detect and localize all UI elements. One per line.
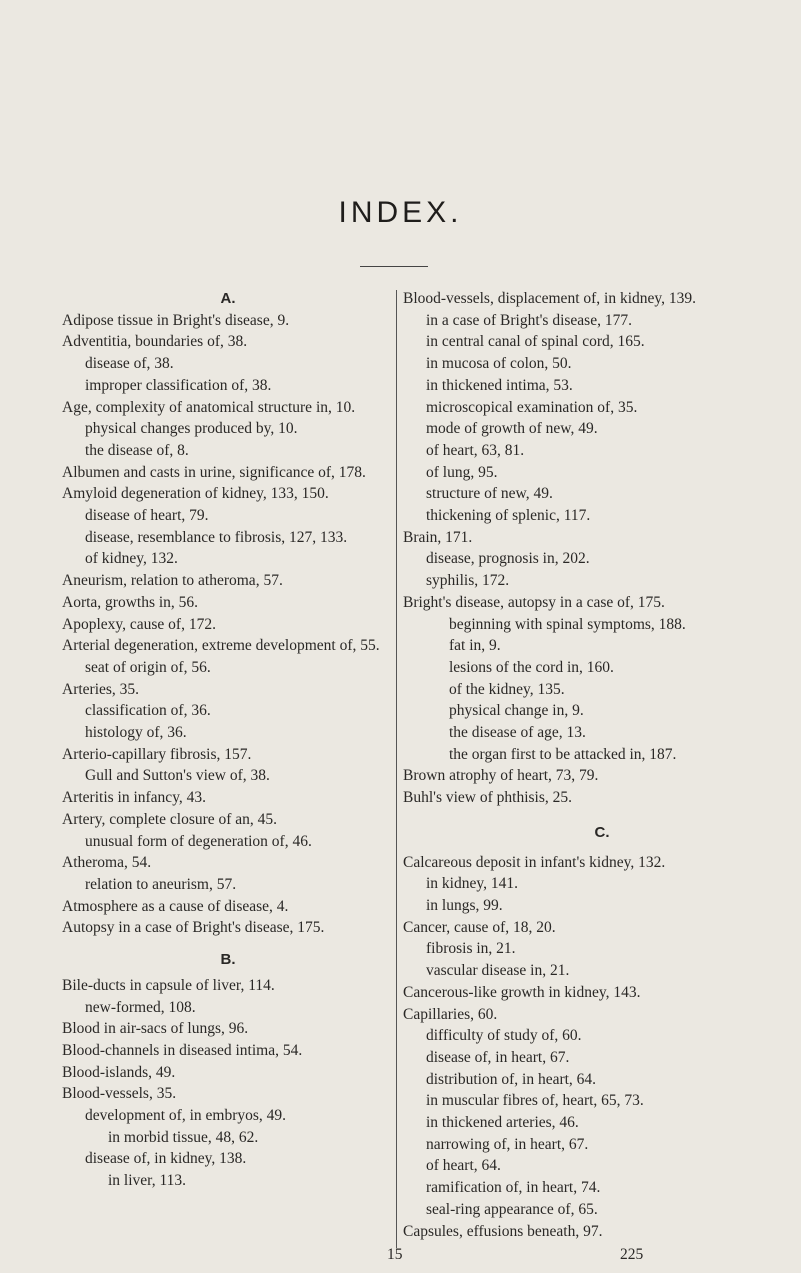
index-entry: Arteries, 35. bbox=[62, 680, 140, 698]
index-entry: Amyloid degeneration of kidney, 133, 150. bbox=[62, 485, 329, 503]
index-entry: fibrosis in, 21. bbox=[426, 940, 516, 958]
index-entry: Artery, complete closure of an, 45. bbox=[62, 810, 278, 828]
right-column bbox=[403, 288, 801, 1242]
index-entry: in thickened intima, 53. bbox=[426, 376, 573, 394]
index-entry: of the kidney, 135. bbox=[449, 680, 565, 698]
index-entry: Arterial degeneration, extreme development of, 55. bbox=[62, 637, 380, 655]
index-entry: structure of new, 49. bbox=[426, 485, 553, 503]
index-entry: histology of, 36. bbox=[85, 724, 187, 742]
title-rule bbox=[360, 266, 428, 267]
index-entry: syphilis, 172. bbox=[426, 572, 510, 590]
index-entry: Capillaries, 60. bbox=[403, 1005, 498, 1023]
index-entry: unusual form of degeneration of, 46. bbox=[85, 832, 312, 850]
entries-b bbox=[62, 975, 394, 1192]
entries-a bbox=[62, 310, 394, 939]
entries-c bbox=[403, 852, 801, 1243]
index-entry: development of, in embryos, 49. bbox=[85, 1107, 287, 1125]
index-entry: in mucosa of colon, 50. bbox=[426, 355, 572, 373]
index-entry: beginning with spinal symptoms, 188. bbox=[449, 615, 686, 633]
index-entry: Apoplexy, cause of, 172. bbox=[62, 615, 216, 633]
index-entry: vascular disease in, 21. bbox=[426, 962, 570, 980]
index-entry: the disease of age, 13. bbox=[449, 724, 586, 742]
index-entry: ramification of, in heart, 74. bbox=[426, 1179, 601, 1197]
index-entry: of heart, 64. bbox=[426, 1157, 501, 1175]
index-entry: lesions of the cord in, 160. bbox=[449, 658, 614, 676]
index-entry: in morbid tissue, 48, 62. bbox=[108, 1128, 259, 1146]
index-entry: Autopsy in a case of Bright's disease, 175. bbox=[62, 919, 325, 937]
index-entry: of kidney, 132. bbox=[85, 550, 178, 568]
index-entry: Arterio-capillary fibrosis, 157. bbox=[62, 745, 252, 763]
index-entry: disease of heart, 79. bbox=[85, 507, 209, 525]
index-entry: Capsules, effusions beneath, 97. bbox=[403, 1222, 603, 1240]
index-entry: physical changes produced by, 10. bbox=[85, 420, 298, 438]
index-entry: Atheroma, 54. bbox=[62, 854, 152, 872]
index-entry: narrowing of, in heart, 67. bbox=[426, 1135, 589, 1153]
index-entry: in central canal of spinal cord, 165. bbox=[426, 333, 645, 351]
index-entry: disease, resemblance to fibrosis, 127, 133. bbox=[85, 528, 348, 546]
index-entry: Blood-islands, 49. bbox=[62, 1063, 176, 1081]
index-entry: in a case of Bright's disease, 177. bbox=[426, 311, 632, 329]
page-title: INDEX. bbox=[338, 196, 463, 229]
index-entry: difficulty of study of, 60. bbox=[426, 1027, 582, 1045]
page-number-left: 15 bbox=[387, 1246, 403, 1263]
index-entry: Bright's disease, autopsy in a case of, 175. bbox=[403, 593, 665, 611]
index-entry: Brown atrophy of heart, 73, 79. bbox=[403, 767, 599, 785]
index-entry: seal-ring appearance of, 65. bbox=[426, 1200, 598, 1218]
index-entry: Atmosphere as a cause of disease, 4. bbox=[62, 897, 289, 915]
index-entry: Arteritis in infancy, 43. bbox=[62, 789, 207, 807]
page-number-right: 225 bbox=[620, 1246, 644, 1263]
index-entry: disease of, in kidney, 138. bbox=[85, 1150, 247, 1168]
index-entry: of lung, 95. bbox=[426, 463, 498, 481]
index-entry: Blood in air-sacs of lungs, 96. bbox=[62, 1020, 249, 1038]
index-entry: in kidney, 141. bbox=[426, 875, 518, 893]
index-entry: disease of, in heart, 67. bbox=[426, 1048, 570, 1066]
index-entry: mode of growth of new, 49. bbox=[426, 420, 598, 438]
left-column bbox=[62, 288, 394, 1192]
index-entry: the organ first to be attacked in, 187. bbox=[449, 745, 677, 763]
index-entry: Calcareous deposit in infant's kidney, 132. bbox=[403, 853, 666, 871]
index-entry: of heart, 63, 81. bbox=[426, 441, 525, 459]
index-entry: physical change in, 9. bbox=[449, 702, 584, 720]
index-entry: the disease of, 8. bbox=[85, 441, 189, 459]
index-entry: relation to aneurism, 57. bbox=[85, 875, 237, 893]
index-entry: Buhl's view of phthisis, 25. bbox=[403, 789, 572, 807]
index-entry: in muscular fibres of, heart, 65, 73. bbox=[426, 1092, 644, 1110]
index-entry: disease, prognosis in, 202. bbox=[426, 550, 590, 568]
index-entry: Blood-vessels, displacement of, in kidney, 139. bbox=[403, 290, 697, 307]
index-entry: new-formed, 108. bbox=[85, 998, 196, 1016]
index-entry: Bile-ducts in capsule of liver, 114. bbox=[62, 976, 275, 994]
index-entry: Blood-vessels, 35. bbox=[62, 1085, 177, 1103]
index-entry: Cancer, cause of, 18, 20. bbox=[403, 918, 556, 936]
index-entry: Age, complexity of anatomical structure in, 10. bbox=[62, 398, 356, 416]
index-entry: distribution of, in heart, 64. bbox=[426, 1070, 597, 1088]
entries-b-continued bbox=[403, 288, 801, 809]
index-entry: microscopical examination of, 35. bbox=[426, 398, 638, 416]
index-entry: classification of, 36. bbox=[85, 702, 211, 720]
index-entry: Gull and Sutton's view of, 38. bbox=[85, 767, 270, 785]
index-entry: seat of origin of, 56. bbox=[85, 658, 211, 676]
index-entry: Cancerous-like growth in kidney, 143. bbox=[403, 983, 641, 1001]
index-entry: Albumen and casts in urine, significance of, 178. bbox=[62, 463, 366, 481]
index-entry: Aneurism, relation to atheroma, 57. bbox=[62, 572, 283, 590]
index-entry: in liver, 113. bbox=[108, 1172, 187, 1190]
index-entry: Aorta, growths in, 56. bbox=[62, 593, 199, 611]
index-entry: thickening of splenic, 117. bbox=[426, 507, 591, 525]
index-entry: fat in, 9. bbox=[449, 637, 501, 655]
index-entry: improper classification of, 38. bbox=[85, 376, 272, 394]
section-heading-b: B. bbox=[220, 951, 236, 969]
index-entry: Adventitia, boundaries of, 38. bbox=[62, 333, 248, 351]
index-entry: Adipose tissue in Bright's disease, 9. bbox=[62, 311, 290, 329]
index-entry: Blood-channels in diseased intima, 54. bbox=[62, 1041, 303, 1059]
index-entry: in thickened arteries, 46. bbox=[426, 1114, 579, 1132]
section-heading-a: A. bbox=[220, 290, 236, 307]
index-entry: disease of, 38. bbox=[85, 355, 174, 373]
section-heading-c: C. bbox=[594, 823, 610, 841]
column-divider bbox=[396, 290, 397, 1248]
index-entry: Brain, 171. bbox=[403, 528, 473, 546]
index-entry: in lungs, 99. bbox=[426, 896, 503, 914]
